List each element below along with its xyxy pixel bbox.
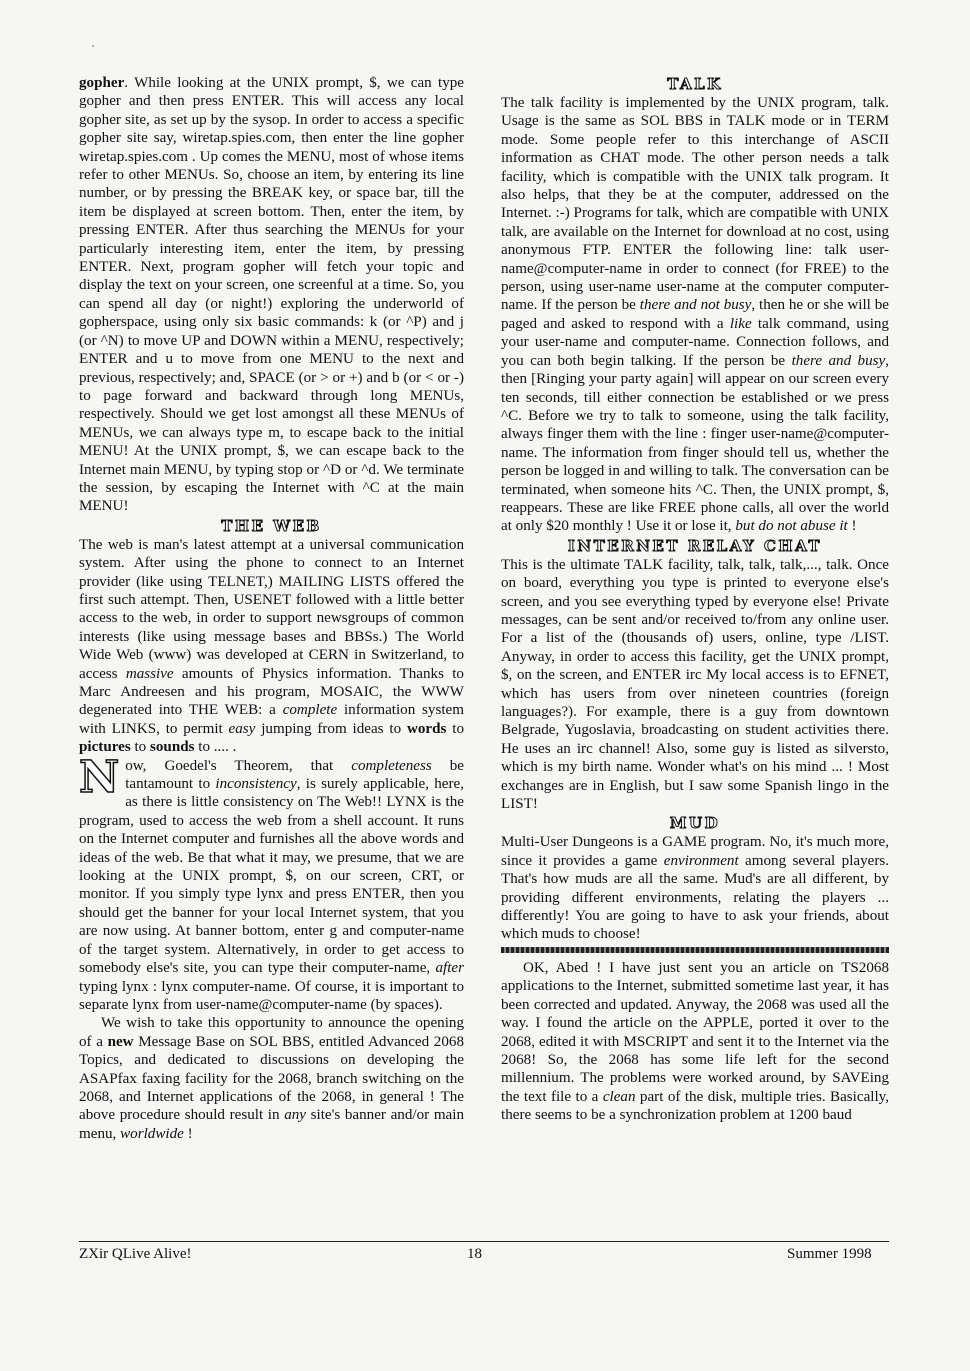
closing-text-a: OK, Abed ! I have just sent you an article on TS2068 applications to the Internet, submitted sometime last year, it has been corrected and updated. Anyway, the 2068 was used all the way. I found the article on the APPLE, ported it over to the 2068, edited it with MSCRIPT and sent it to the Internet via the 2068! So, the 2068 has some life left for the second millennium. The problems were worked around, by SAVEing the text file to a [501,959,889,1105]
footer-issue: Summer 1998 [787,1246,872,1262]
web-massive: massive [125,665,174,682]
web-text-b: amounts of Physics information. Thanks to Marc Andreesen and his program, MOSAIC, the WWW degenerated into THE WEB: a [79,665,464,719]
announce-text-c: site's banner and/or main menu, [79,1107,464,1142]
irc-paragraph: This is the ultimate TALK facility, talk, talk, talk,..., talk. Once on board, everything you type is printed to everyone else's screen, and you see everything typed by everyone else! Private messages, can be sent and/or received to/from any online user. For a list of the (thousands of) users, online, type /LIST. Anyway, in order to access this facility, get the UNIX prompt, $, on the screen, and ENTER irc My local access is to EFNET, which has users from over nineteen countries (foreign languages?). For example, there is a guy from downtown Belgrade, Yugoslavia, broadcasting on student activities there. He uses an irc channel! Also, some guy is listed as silversto, which is my birth name. Wonder what's on his mind ... ! Most exchanges are in English, but I saw some Spanish lingo in the LIST! [501,556,889,813]
right-column [501,74,889,1125]
announce-worldwide: worldwide [120,1125,184,1142]
web-text-c: information system with LINKS, to permit [79,702,464,737]
paper-speck [92,45,94,47]
announce-new: new [107,1033,134,1050]
left-column [79,74,464,1143]
goedel-after: after [435,960,464,977]
gopher-text: . While looking at the UNIX prompt, $, we can type gopher and then press ENTER. This will access any local gopher site, as set up by the sysop. In order to access a specific gopher site say, wiretap.spies.com, then enter the line gopher wiretap.spies.com . Up comes the MENU, most of whose items refer to other MENUs. So, choose an item, by entering its line number, or by pressing the BREAK key, or space bar, till the item be displayed at screen bottom. Then, enter the item, by pressing ENTER. After thus searching the MENUs for your particularly interesting item, enter the item, by pressing ENTER. Next, program gopher will fetch your topic and display the text on your screen, one screenful at a time. So, you can spend all day (or night!) exploring the underworld of gopherspace, using only six basic commands: k (or ^P) and j (or ^N) to move UP and DOWN within a MENU, respectively; ENTER and u to move from one MENU to the next and previous, respectively; and, SPACE (or > or +) and b (or < or -) to page forward and backward through long MENUs, respectively. Should we get lost amongst all these MENUs of MENUs, we can always type m, to escape back to the initial MENU! At the UNIX prompt, $, we can escape back to the Internet main MENU, by typing stop or ^D or ^d. We terminate the session, by escaping the Internet with ^C at the main MENU! [79,75,464,515]
talk-text-d: , then [Ringing your party again] will appear on our screen every ten seconds, till either connection be established or we press ^C. Before we try to talk to someone, using the talk facility, always finger them with the line : finger user-name@computer-name. The information from finger should tell us, whether the person be logged in and willing to talk. The conversation can be terminated, when someone hits ^C. Then, the UNIX prompt, $, reappears. These are like FREE phone calls, all over the world at only $20 monthly ! Use it or lose it, [501,352,889,535]
goedel-completeness: completeness [351,757,432,774]
announce-text-a: We wish to take this opportunity to announce the opening of a [79,1015,464,1050]
goedel-text-d: typing lynx : lynx computer-name. Of course, it is important to separate lynx from user-name@computer-name (by spaces). [79,978,464,1013]
goedel-text-b: be tantamount to [125,757,464,793]
section-divider [501,947,889,953]
web-sounds: sounds [150,739,195,756]
talk-like: like [729,315,752,332]
talk-paragraph [501,94,889,536]
talk-text-b: , then he or she will be paged and asked to respond with a [501,297,889,332]
web-complete: complete [282,702,338,719]
closing-paragraph [501,959,889,1125]
heading-talk: TALK [667,75,723,93]
announce-any: any [284,1107,306,1124]
mud-text-a: Multi-User Dungeons is a GAME program. No, it's much more, since it provides a game [501,834,889,869]
goedel-paragraph [79,751,465,1015]
footer-page-number: 18 [467,1246,482,1262]
announce-text-b: Message Base on SOL BBS, entitled Advanced 2068 Topics, and dedicated to discussions on developing the ASAPfax faxing facility for the 2068, branch switching on the 2068, and Internet applications of the 2068, in general ! The above procedure should result in [79,1033,464,1124]
talk-there-busy: there and busy [791,352,886,369]
goedel-inconsistency: inconsistency [215,776,297,793]
drop-cap-n: N [79,751,120,803]
talk-text-c: talk command, using your user-name and computer-name. Connection follows, and you can both begin talking. If the person be [501,315,889,369]
announce-text-d: ! [183,1125,193,1142]
footer-publication: ZXir QLive Alive! [79,1246,192,1262]
web-text-g: to .... . [194,739,237,756]
heading-the-web: THE WEB [221,516,322,535]
footer-rule [79,1241,889,1242]
talk-but-do-not-abuse: but do not abuse it [735,518,848,535]
mud-paragraph [501,833,889,943]
talk-text-e: ! [847,518,857,535]
gopher-bold-lead: gopher [79,75,125,91]
web-paragraph [79,536,464,757]
goedel-text-a: ow, Goedel's Theorem, that [125,757,352,774]
mud-text-b: among several players. That's how muds are all the same. Mud's are all different, by providing different environments, relating the players ... differently! You are going to have to ask your friends, about which muds to choose! [501,852,890,943]
heading-mud: MUD [669,814,721,833]
web-words: words [406,720,447,737]
web-pictures: pictures [79,739,131,756]
closing-text-b: part of the disk, multiple tries. Basically, there seems to be a synchronization problem at 1200 baud [501,1088,889,1124]
web-easy: easy [228,720,256,737]
web-text-e: to [446,720,464,737]
gopher-paragraph [79,74,464,516]
closing-clean: clean [602,1088,636,1105]
talk-there-not-busy: there and not busy [639,297,752,314]
heading-irc: INTERNET RELAY CHAT [567,536,823,555]
web-text-f: to [130,739,151,756]
web-text-a: The web is man's latest attempt at a universal communication system. After using the phone to connect to an Internet provider (like using TELNET,) MAILING LISTS offered the first such attempt. Then, USENET followed with a little better access to the web, in order to support newsgroups of common interests (like using message bases and BBSs.) The World Wide Web (www) was developed at CERN in Switzerland, to access [79,536,464,682]
goedel-text-c: , is surely applicable, here, as there is little consistency on The Web!! LYNX is the program, used to access the web from a shell account. It runs on the Internet computer and furnishes all the above words and ideas of the web. Be that what it may, we presume, that we are looking at the UNIX prompt, $, on our screen, CRT, or monitor. If you simply type lynx and press ENTER, then you should get the banner for your local Internet system, that you are now using. At banner bottom, enter g and computer-name of the target system. Alternatively, in order to get access to somebody else's site, you can type their computer-name, [79,776,465,977]
web-text-d: jumping from ideas to [255,720,407,737]
talk-text-a: The talk facility is implemented by the UNIX program, talk. Usage is the same as SOL BBS in TALK mode or in TERM mode. Some people refer to this interchange of ASCII information as CHAT mode. The other person needs a talk facility, which is compatible with the UNIX talk program. It also helps, that they be at the computer, addressed on the Internet. :-) Programs for talk, which are compatible with UNIX talk, are available on the Internet for download at no cost, using anonymous FTP. ENTER the following line: talk user-name@computer-name in order to connect (for FREE) to the person, using user-name user-name at the computer computer-name. If the person be [501,95,889,314]
mud-environment: environment [663,852,739,869]
announcement-paragraph [79,1014,464,1143]
